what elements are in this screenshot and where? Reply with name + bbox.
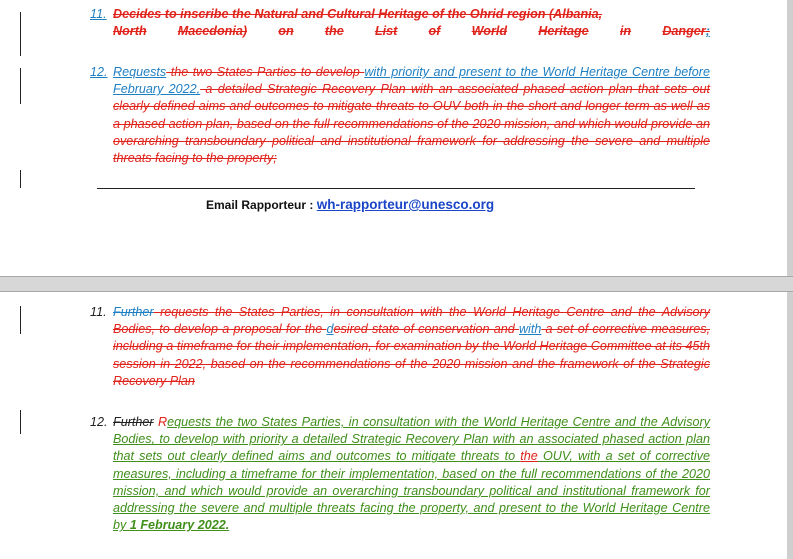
item-11-line1: Decides to inscribe the Natural and Cultural Heritage of the Ohrid region (Albania, — [113, 7, 603, 21]
deleted-text: esired state of conservation and — [333, 322, 519, 337]
email-label: Email Rapporteur : — [206, 198, 314, 212]
divider-line — [97, 188, 695, 189]
inserted-text: R — [153, 415, 168, 429]
inserted-text: with priority and present to the World Heritage Centre before February 2022, — [113, 65, 710, 97]
deleted-text: the two States Parties to develop — [166, 65, 365, 79]
added-text: equests the two States Parties, in consultation with the World Heritage Centre and the Advisory Bodies, to develop with priority a detailed Strategic Recovery Plan with an associated phased action plan that sets out clearly defined aims and outcomes to mitigate threats to — [113, 415, 710, 464]
email-rapporteur — [206, 196, 494, 214]
deleted-text: requests the States Parties, in consultation with the World Heritage Centre and the Advisory Bodies, to develop a proposal for the — [113, 305, 710, 337]
deleted-text: a set of corrective measures, including a timeframe for their implementation, for examination by the World Heritage Committee at its 45th session in 2022, based on the recommendations of the 2020 mission and the framework of the Strategic Recovery Plan — [113, 322, 710, 388]
change-bar — [20, 170, 21, 188]
change-bar — [20, 306, 21, 334]
page-edge — [787, 0, 793, 276]
inserted-text: Requests — [113, 65, 167, 79]
change-bar — [20, 68, 21, 104]
item-11b-number: 11. — [90, 305, 107, 319]
item-11-number: 11. — [90, 7, 107, 21]
inserted-text: with — [518, 322, 542, 337]
page-separator — [0, 276, 793, 292]
inserted-text: the — [520, 449, 538, 464]
page-edge — [787, 292, 793, 559]
document-page-top — [0, 0, 793, 276]
deleted-text: Further — [113, 415, 154, 429]
deleted-text: Further — [113, 305, 154, 319]
change-bar — [20, 410, 21, 434]
change-bar — [20, 12, 21, 56]
added-text-date: 1 February 2022. — [129, 518, 230, 533]
item-11b-paragraph — [113, 304, 710, 390]
item-12b-paragraph — [113, 414, 710, 534]
deleted-text: a detailed Strategic Recovery Plan with an associated phased action plan that sets out clearly defined aims and outcomes to mitigate threats to OUV both in the short and longer term as well as a phased action plan, based on the full recommendations of the 2020 mission, and which would provide an overarching transboundary political and institutional framework for addressing the severe and multiple threats facing to the property; — [113, 82, 710, 166]
document-page-bottom — [0, 292, 793, 559]
item-12-number: 12. — [90, 65, 108, 79]
item-12-paragraph — [113, 64, 710, 167]
inserted-text: d — [326, 322, 334, 337]
item-11-decision — [113, 6, 710, 40]
added-text: OUV, with a set of corrective measures, including a timeframe for their implementation, based on the full recommendations of the 2020 mission, and which would provide an overarching transboundary political and institutional framework for addressing the severe and multiple threats facing the property, and present to the World Heritage Centre by — [113, 449, 710, 533]
email-link[interactable]: wh-rapporteur@unesco.org — [316, 197, 495, 212]
item-11-line2: North Macedonia) on the List of World Heritage in Danger; — [113, 24, 710, 39]
item-12b-number: 12. — [90, 415, 108, 429]
